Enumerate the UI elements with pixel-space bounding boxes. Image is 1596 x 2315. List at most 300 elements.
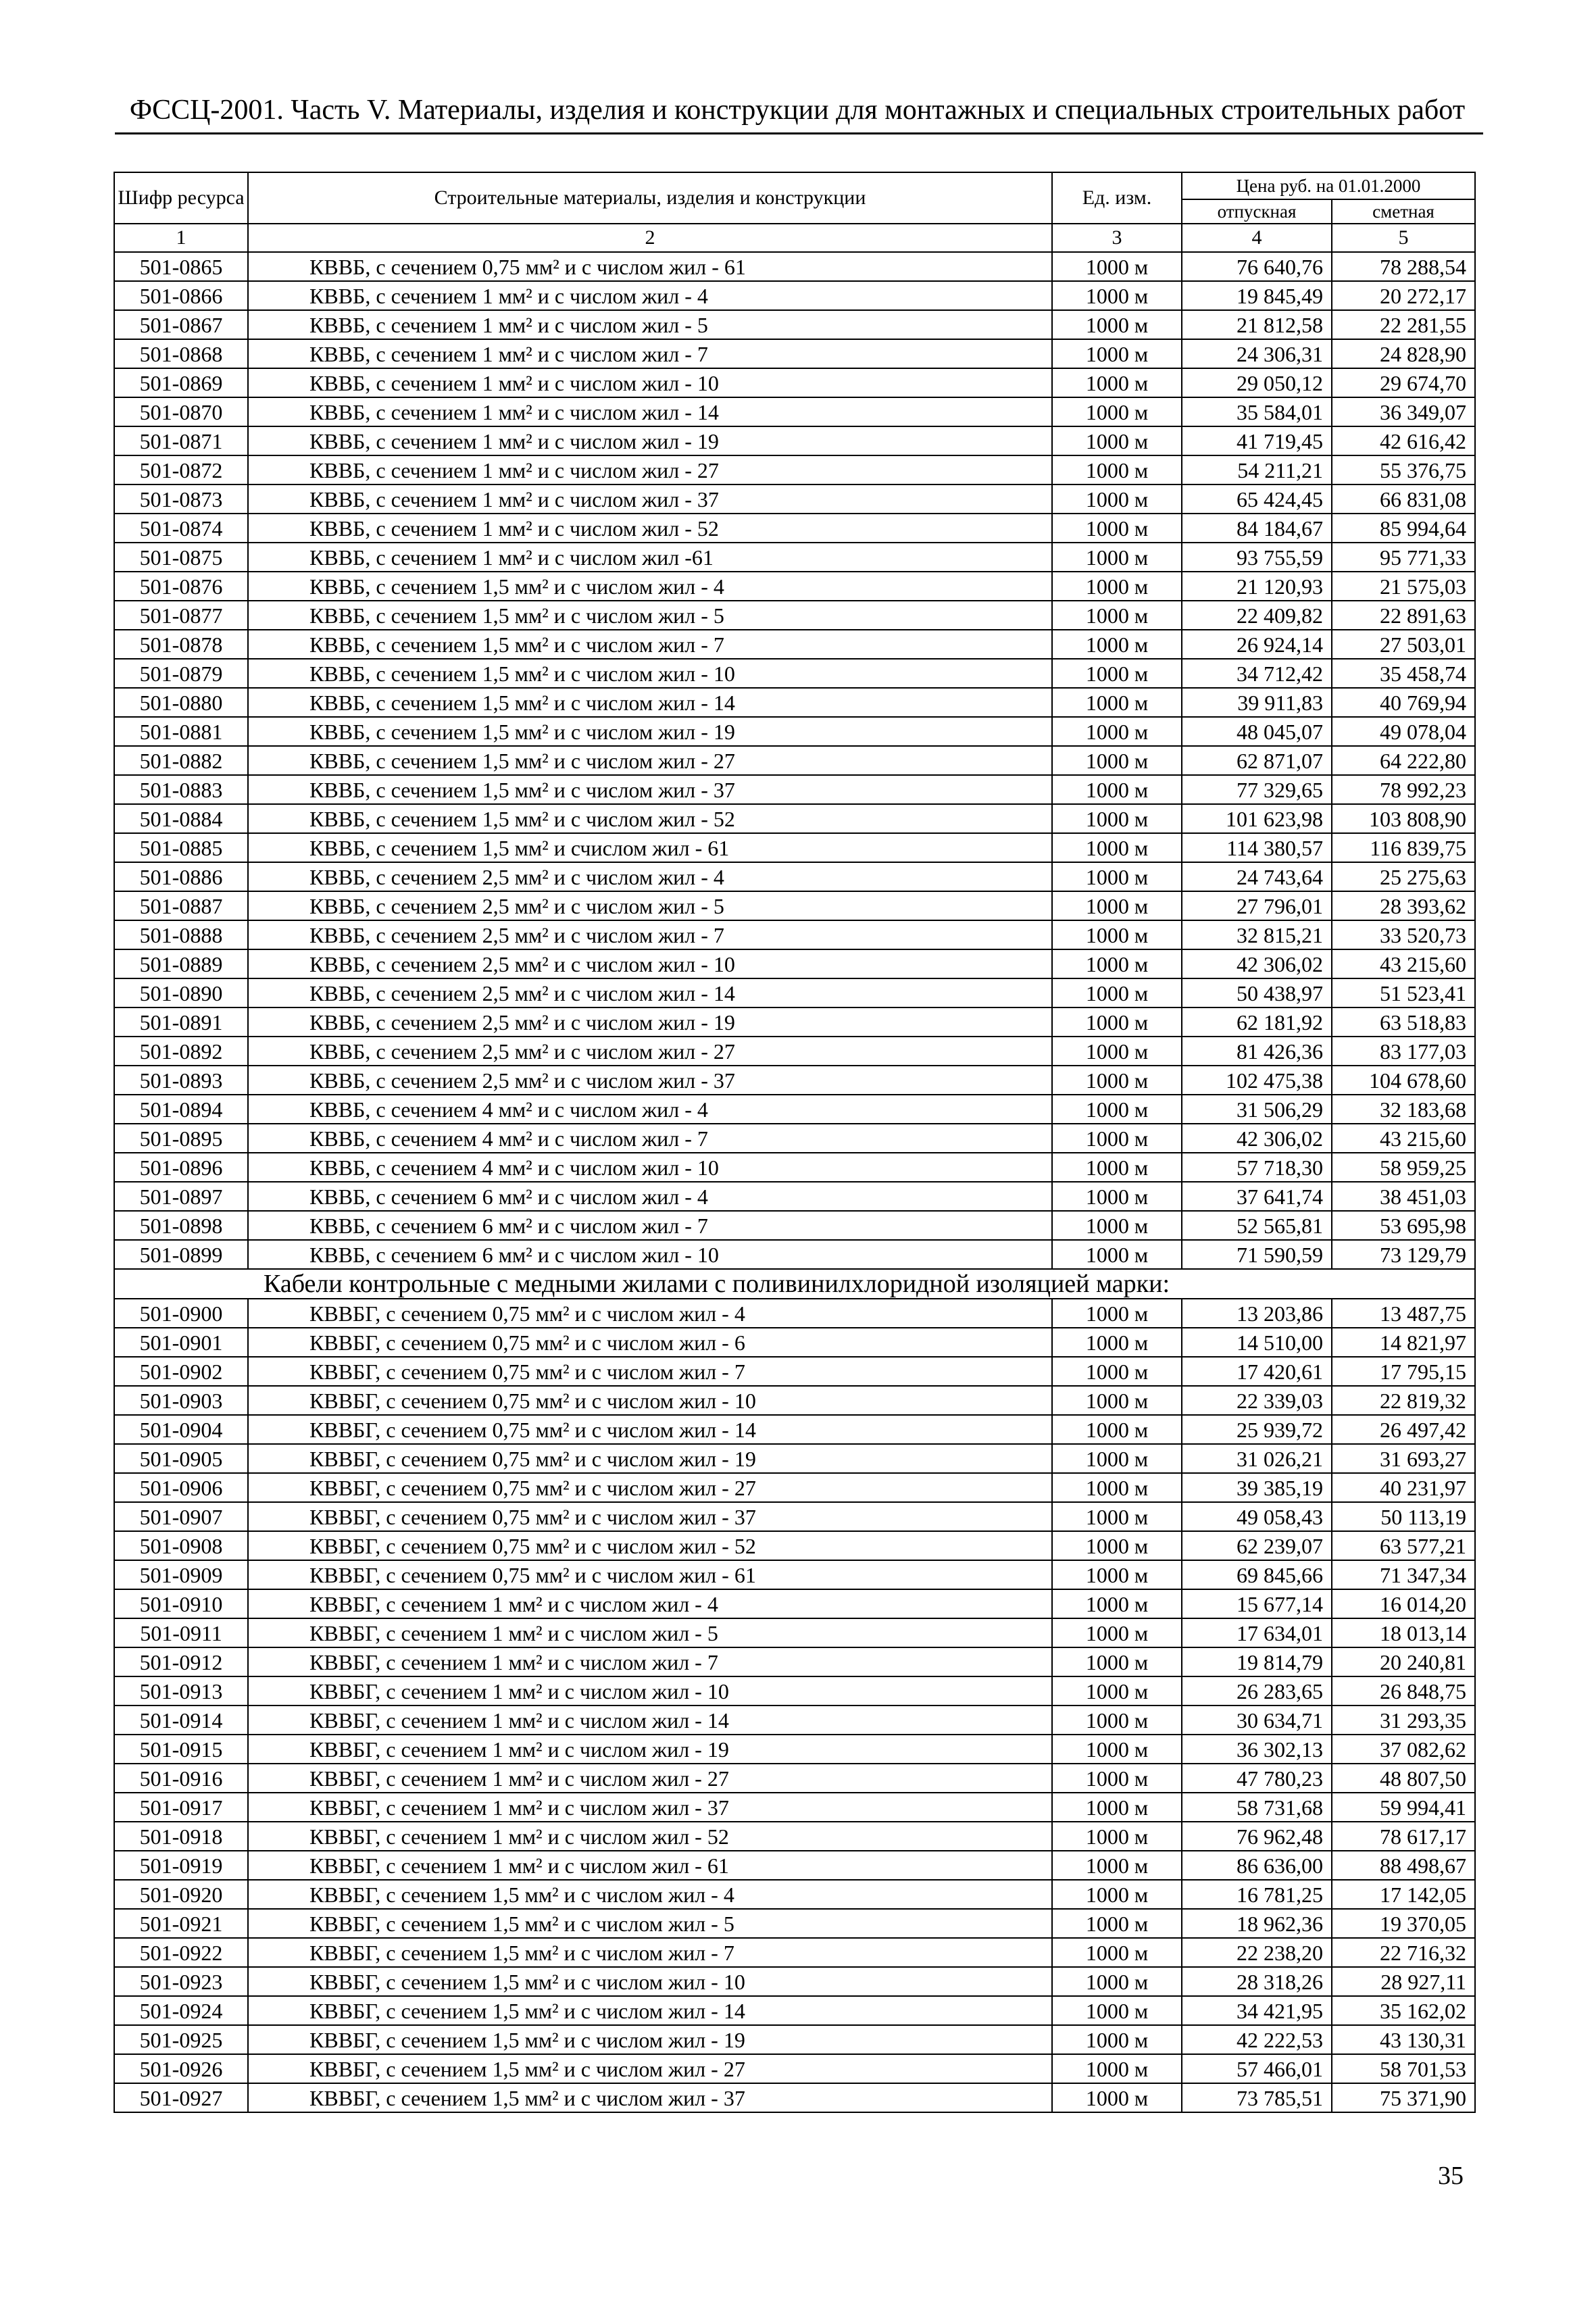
table-row [114,2054,1475,2083]
cell-name: КВВБГ, с сечением 0,75 мм² и с числом жил - 10 [248,1386,1052,1415]
cell-unit: 1000 м [1052,601,1182,630]
table-row [114,310,1475,339]
cell-unit: 1000 м [1052,1938,1182,1967]
table-row [114,1066,1475,1095]
cell-unit: 1000 м [1052,1880,1182,1909]
cell-estimate-price: 63 577,21 [1332,1531,1475,1560]
cell-unit: 1000 м [1052,804,1182,833]
cell-wholesale-price: 101 623,98 [1182,804,1332,833]
cell-wholesale-price: 69 845,66 [1182,1560,1332,1589]
cell-code: 501-0918 [114,1822,248,1851]
cell-wholesale-price: 34 712,42 [1182,659,1332,688]
table-row [114,1793,1475,1822]
column-number: 4 [1182,224,1332,252]
cell-code: 501-0923 [114,1967,248,1996]
cell-unit: 1000 м [1052,572,1182,601]
cell-unit: 1000 м [1052,1996,1182,2025]
cell-code: 501-0867 [114,310,248,339]
cell-estimate-price: 17 795,15 [1332,1357,1475,1386]
cell-code: 501-0917 [114,1793,248,1822]
cell-unit: 1000 м [1052,1735,1182,1764]
cell-code: 501-0902 [114,1357,248,1386]
cell-unit: 1000 м [1052,368,1182,397]
cell-name: КВВБ, с сечением 4 мм² и с числом жил - 4 [248,1095,1052,1124]
cell-name: КВВБГ, с сечением 1 мм² и с числом жил - 37 [248,1793,1052,1822]
cell-unit: 1000 м [1052,1444,1182,1473]
table-row [114,1996,1475,2025]
table-row [114,1851,1475,1880]
cell-unit: 1000 м [1052,514,1182,543]
table-row [114,1211,1475,1240]
cell-name: КВВБ, с сечением 1,5 мм² и с числом жил - 27 [248,746,1052,775]
cell-code: 501-0880 [114,688,248,717]
table-row [114,252,1475,281]
cell-code: 501-0897 [114,1182,248,1211]
cell-estimate-price: 48 807,50 [1332,1764,1475,1793]
table-row [114,1531,1475,1560]
cell-unit: 1000 м [1052,1822,1182,1851]
cell-unit: 1000 м [1052,1153,1182,1182]
cell-wholesale-price: 36 302,13 [1182,1735,1332,1764]
cell-unit: 1000 м [1052,1560,1182,1589]
table-row [114,978,1475,1007]
cell-estimate-price: 14 821,97 [1332,1328,1475,1357]
cell-unit: 1000 м [1052,1095,1182,1124]
table-row [114,543,1475,572]
cell-name: КВВБ, с сечением 2,5 мм² и с числом жил - 4 [248,862,1052,891]
table-row [114,2025,1475,2054]
cell-estimate-price: 78 288,54 [1332,252,1475,281]
cell-code: 501-0922 [114,1938,248,1967]
cell-unit: 1000 м [1052,397,1182,426]
table-row [114,1415,1475,1444]
cell-unit: 1000 м [1052,1328,1182,1357]
cell-name: КВВБ, с сечением 2,5 мм² и с числом жил - 19 [248,1007,1052,1037]
cell-unit: 1000 м [1052,543,1182,572]
cell-unit: 1000 м [1052,1211,1182,1240]
cell-wholesale-price: 21 812,58 [1182,310,1332,339]
cell-code: 501-0892 [114,1037,248,1066]
cell-unit: 1000 м [1052,339,1182,368]
table-row [114,920,1475,949]
cell-unit: 1000 м [1052,2025,1182,2054]
cell-code: 501-0915 [114,1735,248,1764]
cell-unit: 1000 м [1052,833,1182,862]
cell-wholesale-price: 42 222,53 [1182,2025,1332,2054]
table-row [114,1357,1475,1386]
cell-estimate-price: 55 376,75 [1332,455,1475,484]
cell-estimate-price: 75 371,90 [1332,2083,1475,2112]
cell-unit: 1000 м [1052,1386,1182,1415]
cell-estimate-price: 51 523,41 [1332,978,1475,1007]
cell-unit: 1000 м [1052,659,1182,688]
cell-wholesale-price: 31 026,21 [1182,1444,1332,1473]
cell-unit: 1000 м [1052,978,1182,1007]
cell-wholesale-price: 49 058,43 [1182,1502,1332,1531]
cell-name: КВВБГ, с сечением 1 мм² и с числом жил - 14 [248,1706,1052,1735]
cell-name: КВВБГ, с сечением 1,5 мм² и с числом жил - 4 [248,1880,1052,1909]
cell-estimate-price: 58 701,53 [1332,2054,1475,2083]
table-row [114,426,1475,455]
cell-name: КВВБГ, с сечением 1 мм² и с числом жил - 7 [248,1647,1052,1676]
cell-name: КВВБ, с сечением 4 мм² и с числом жил - 10 [248,1153,1052,1182]
cell-name: КВВБ, с сечением 1 мм² и с числом жил - 52 [248,514,1052,543]
cell-unit: 1000 м [1052,1851,1182,1880]
table-row [114,1473,1475,1502]
table-header-row [114,172,1475,199]
cell-code: 501-0914 [114,1706,248,1735]
cell-unit: 1000 м [1052,1299,1182,1328]
cell-name: КВВБГ, с сечением 1 мм² и с числом жил - 10 [248,1676,1052,1706]
cell-code: 501-0916 [114,1764,248,1793]
cell-code: 501-0879 [114,659,248,688]
table-row [114,1909,1475,1938]
cell-estimate-price: 95 771,33 [1332,543,1475,572]
table-row [114,659,1475,688]
cell-code: 501-0899 [114,1240,248,1269]
table-row [114,1822,1475,1851]
table-row [114,1444,1475,1473]
cell-estimate-price: 78 992,23 [1332,775,1475,804]
cell-code: 501-0906 [114,1473,248,1502]
cell-unit: 1000 м [1052,688,1182,717]
cell-code: 501-0911 [114,1618,248,1647]
table-row [114,1589,1475,1618]
cell-estimate-price: 103 808,90 [1332,804,1475,833]
cell-estimate-price: 24 828,90 [1332,339,1475,368]
cell-estimate-price: 58 959,25 [1332,1153,1475,1182]
cell-estimate-price: 66 831,08 [1332,484,1475,514]
cell-code: 501-0887 [114,891,248,920]
cell-estimate-price: 17 142,05 [1332,1880,1475,1909]
cell-code: 501-0925 [114,2025,248,2054]
cell-wholesale-price: 71 590,59 [1182,1240,1332,1269]
cell-wholesale-price: 26 283,65 [1182,1676,1332,1706]
table-row [114,368,1475,397]
cell-code: 501-0889 [114,949,248,978]
cell-unit: 1000 м [1052,1502,1182,1531]
cell-code: 501-0873 [114,484,248,514]
cell-estimate-price: 18 013,14 [1332,1618,1475,1647]
cell-unit: 1000 м [1052,1647,1182,1676]
cell-estimate-price: 22 281,55 [1332,310,1475,339]
cell-estimate-price: 43 215,60 [1332,949,1475,978]
cell-estimate-price: 40 231,97 [1332,1473,1475,1502]
cell-estimate-price: 29 674,70 [1332,368,1475,397]
cell-code: 501-0886 [114,862,248,891]
cell-unit: 1000 м [1052,630,1182,659]
cell-unit: 1000 м [1052,717,1182,746]
cell-unit: 1000 м [1052,1793,1182,1822]
cell-wholesale-price: 42 306,02 [1182,1124,1332,1153]
cell-wholesale-price: 62 871,07 [1182,746,1332,775]
cell-code: 501-0872 [114,455,248,484]
table-row [114,601,1475,630]
cell-code: 501-0907 [114,1502,248,1531]
cell-name: КВВБГ, с сечением 0,75 мм² и с числом жил - 19 [248,1444,1052,1473]
table-row [114,1007,1475,1037]
cell-unit: 1000 м [1052,949,1182,978]
cell-wholesale-price: 22 238,20 [1182,1938,1332,1967]
cell-name: КВВБ, с сечением 1 мм² и с числом жил - 5 [248,310,1052,339]
cell-name: КВВБГ, с сечением 1,5 мм² и с числом жил - 27 [248,2054,1052,2083]
cell-unit: 1000 м [1052,920,1182,949]
cell-wholesale-price: 22 339,03 [1182,1386,1332,1415]
table-row [114,397,1475,426]
cell-unit: 1000 м [1052,1706,1182,1735]
cell-estimate-price: 31 693,27 [1332,1444,1475,1473]
cell-name: КВВБ, с сечением 1,5 мм² и с числом жил - 7 [248,630,1052,659]
cell-name: КВВБГ, с сечением 0,75 мм² и с числом жил - 4 [248,1299,1052,1328]
cell-unit: 1000 м [1052,1066,1182,1095]
cell-estimate-price: 33 520,73 [1332,920,1475,949]
cell-estimate-price: 16 014,20 [1332,1589,1475,1618]
column-number-row [114,224,1475,252]
cell-wholesale-price: 62 181,92 [1182,1007,1332,1037]
cell-wholesale-price: 21 120,93 [1182,572,1332,601]
cell-wholesale-price: 30 634,71 [1182,1706,1332,1735]
cell-name: КВВБ, с сечением 6 мм² и с числом жил - 10 [248,1240,1052,1269]
table-row [114,1764,1475,1793]
cell-code: 501-0870 [114,397,248,426]
column-number: 2 [248,224,1052,252]
cell-wholesale-price: 25 939,72 [1182,1415,1332,1444]
cell-wholesale-price: 62 239,07 [1182,1531,1332,1560]
section-heading: Кабели контрольные с медными жилами с поливинилхлоридной изоляцией марки: [114,1269,1475,1299]
table-row [114,1240,1475,1269]
page-header-title: ФССЦ-2001. Часть V. Материалы, изделия и конструкции для монтажных и специальных строительных работ [129,95,1466,126]
cell-unit: 1000 м [1052,455,1182,484]
cell-name: КВВБ, с сечением 6 мм² и с числом жил - 4 [248,1182,1052,1211]
table-row [114,1938,1475,1967]
table-row [114,1153,1475,1182]
cell-wholesale-price: 24 743,64 [1182,862,1332,891]
cell-name: КВВБ, с сечением 4 мм² и с числом жил - 7 [248,1124,1052,1153]
cell-name: КВВБГ, с сечением 0,75 мм² и с числом жил - 52 [248,1531,1052,1560]
cell-code: 501-0871 [114,426,248,455]
table-row [114,1880,1475,1909]
page-number: 35 [1438,2162,1464,2190]
cell-wholesale-price: 84 184,67 [1182,514,1332,543]
cell-code: 501-0883 [114,775,248,804]
cell-name: КВВБ, с сечением 1,5 мм² и счислом жил - 61 [248,833,1052,862]
cell-estimate-price: 20 240,81 [1332,1647,1475,1676]
table-row [114,1735,1475,1764]
cell-unit: 1000 м [1052,1764,1182,1793]
table-row [114,339,1475,368]
cell-estimate-price: 20 272,17 [1332,281,1475,310]
cell-unit: 1000 м [1052,1007,1182,1037]
cell-unit: 1000 м [1052,1967,1182,1996]
cell-wholesale-price: 15 677,14 [1182,1589,1332,1618]
table-row [114,572,1475,601]
cell-name: КВВБ, с сечением 1 мм² и с числом жил -61 [248,543,1052,572]
cell-code: 501-0905 [114,1444,248,1473]
cell-name: КВВБГ, с сечением 1,5 мм² и с числом жил - 10 [248,1967,1052,1996]
cell-wholesale-price: 19 814,79 [1182,1647,1332,1676]
cell-wholesale-price: 58 731,68 [1182,1793,1332,1822]
cell-wholesale-price: 57 466,01 [1182,2054,1332,2083]
cell-unit: 1000 м [1052,862,1182,891]
cell-code: 501-0903 [114,1386,248,1415]
cell-estimate-price: 32 183,68 [1332,1095,1475,1124]
cell-name: КВВБГ, с сечением 1 мм² и с числом жил - 27 [248,1764,1052,1793]
cell-code: 501-0908 [114,1531,248,1560]
cell-wholesale-price: 54 211,21 [1182,455,1332,484]
column-number: 3 [1052,224,1182,252]
cell-wholesale-price: 76 962,48 [1182,1822,1332,1851]
cell-estimate-price: 19 370,05 [1332,1909,1475,1938]
cell-code: 501-0894 [114,1095,248,1124]
cell-name: КВВБ, с сечением 2,5 мм² и с числом жил - 14 [248,978,1052,1007]
cell-estimate-price: 28 927,11 [1332,1967,1475,1996]
cell-code: 501-0874 [114,514,248,543]
cell-wholesale-price: 77 329,65 [1182,775,1332,804]
cell-unit: 1000 м [1052,1531,1182,1560]
cell-wholesale-price: 17 634,01 [1182,1618,1332,1647]
cell-name: КВВБ, с сечением 1,5 мм² и с числом жил - 19 [248,717,1052,746]
cell-code: 501-0869 [114,368,248,397]
cell-wholesale-price: 86 636,00 [1182,1851,1332,1880]
table-row [114,862,1475,891]
cell-unit: 1000 м [1052,891,1182,920]
cell-wholesale-price: 13 203,86 [1182,1299,1332,1328]
cell-wholesale-price: 102 475,38 [1182,1066,1332,1095]
cell-estimate-price: 38 451,03 [1332,1182,1475,1211]
cell-name: КВВБ, с сечением 1,5 мм² и с числом жил - 52 [248,804,1052,833]
cell-unit: 1000 м [1052,1473,1182,1502]
table-row [114,1328,1475,1357]
header-estimate: сметная [1332,199,1475,224]
cell-estimate-price: 85 994,64 [1332,514,1475,543]
table-row [114,1037,1475,1066]
cell-estimate-price: 71 347,34 [1332,1560,1475,1589]
cell-unit: 1000 м [1052,2054,1182,2083]
header-wholesale: отпускная [1182,199,1332,224]
cell-name: КВВБГ, с сечением 1,5 мм² и с числом жил - 19 [248,2025,1052,2054]
table-row [114,717,1475,746]
cell-wholesale-price: 22 409,82 [1182,601,1332,630]
table-row [114,688,1475,717]
cell-unit: 1000 м [1052,775,1182,804]
cell-estimate-price: 59 994,41 [1332,1793,1475,1822]
cell-name: КВВБГ, с сечением 1 мм² и с числом жил - 52 [248,1822,1052,1851]
table-row [114,1124,1475,1153]
cell-code: 501-0882 [114,746,248,775]
cell-code: 501-0898 [114,1211,248,1240]
table-row [114,455,1475,484]
cell-estimate-price: 104 678,60 [1332,1066,1475,1095]
table-row [114,1967,1475,1996]
cell-estimate-price: 43 215,60 [1332,1124,1475,1153]
cell-estimate-price: 42 616,42 [1332,426,1475,455]
cell-code: 501-0919 [114,1851,248,1880]
cell-estimate-price: 78 617,17 [1332,1822,1475,1851]
cell-unit: 1000 м [1052,1618,1182,1647]
table-row [114,833,1475,862]
price-table [114,172,1476,2113]
cell-estimate-price: 26 848,75 [1332,1676,1475,1706]
cell-code: 501-0865 [114,252,248,281]
cell-code: 501-0877 [114,601,248,630]
cell-estimate-price: 64 222,80 [1332,746,1475,775]
table-row [114,630,1475,659]
cell-estimate-price: 22 819,32 [1332,1386,1475,1415]
cell-code: 501-0921 [114,1909,248,1938]
cell-wholesale-price: 18 962,36 [1182,1909,1332,1938]
cell-unit: 1000 м [1052,2083,1182,2112]
cell-estimate-price: 53 695,98 [1332,1211,1475,1240]
cell-wholesale-price: 73 785,51 [1182,2083,1332,2112]
cell-name: КВВБ, с сечением 1 мм² и с числом жил - 27 [248,455,1052,484]
cell-unit: 1000 м [1052,1037,1182,1066]
cell-code: 501-0924 [114,1996,248,2025]
table-row [114,746,1475,775]
cell-wholesale-price: 114 380,57 [1182,833,1332,862]
cell-name: КВВБГ, с сечением 0,75 мм² и с числом жил - 7 [248,1357,1052,1386]
cell-wholesale-price: 50 438,97 [1182,978,1332,1007]
cell-wholesale-price: 35 584,01 [1182,397,1332,426]
cell-name: КВВБГ, с сечением 0,75 мм² и с числом жил - 6 [248,1328,1052,1357]
cell-wholesale-price: 19 845,49 [1182,281,1332,310]
cell-name: КВВБГ, с сечением 1,5 мм² и с числом жил - 37 [248,2083,1052,2112]
cell-estimate-price: 37 082,62 [1332,1735,1475,1764]
cell-name: КВВБ, с сечением 1,5 мм² и с числом жил - 4 [248,572,1052,601]
cell-wholesale-price: 47 780,23 [1182,1764,1332,1793]
cell-wholesale-price: 39 911,83 [1182,688,1332,717]
cell-estimate-price: 27 503,01 [1332,630,1475,659]
cell-code: 501-0875 [114,543,248,572]
cell-wholesale-price: 65 424,45 [1182,484,1332,514]
cell-name: КВВБГ, с сечением 1 мм² и с числом жил - 19 [248,1735,1052,1764]
cell-code: 501-0885 [114,833,248,862]
cell-name: КВВБГ, с сечением 0,75 мм² и с числом жил - 14 [248,1415,1052,1444]
cell-unit: 1000 м [1052,252,1182,281]
cell-code: 501-0884 [114,804,248,833]
cell-code: 501-0910 [114,1589,248,1618]
cell-name: КВВБГ, с сечением 1 мм² и с числом жил - 4 [248,1589,1052,1618]
cell-estimate-price: 35 162,02 [1332,1996,1475,2025]
cell-code: 501-0890 [114,978,248,1007]
cell-wholesale-price: 31 506,29 [1182,1095,1332,1124]
cell-code: 501-0891 [114,1007,248,1037]
cell-estimate-price: 88 498,67 [1332,1851,1475,1880]
cell-wholesale-price: 52 565,81 [1182,1211,1332,1240]
cell-wholesale-price: 32 815,21 [1182,920,1332,949]
cell-estimate-price: 13 487,75 [1332,1299,1475,1328]
cell-name: КВВБ, с сечением 1,5 мм² и с числом жил - 10 [248,659,1052,688]
cell-name: КВВБГ, с сечением 1,5 мм² и с числом жил - 14 [248,1996,1052,2025]
column-number: 1 [114,224,248,252]
header-unit: Ед. изм. [1052,172,1182,224]
cell-name: КВВБГ, с сечением 0,75 мм² и с числом жил - 37 [248,1502,1052,1531]
table-row [114,1647,1475,1676]
cell-unit: 1000 м [1052,1182,1182,1211]
cell-name: КВВБГ, с сечением 0,75 мм² и с числом жил - 27 [248,1473,1052,1502]
cell-code: 501-0912 [114,1647,248,1676]
table-row [114,2083,1475,2112]
table-row [114,1560,1475,1589]
cell-name: КВВБ, с сечением 1 мм² и с числом жил - 4 [248,281,1052,310]
cell-code: 501-0866 [114,281,248,310]
cell-wholesale-price: 17 420,61 [1182,1357,1332,1386]
cell-name: КВВБГ, с сечением 1,5 мм² и с числом жил - 5 [248,1909,1052,1938]
section-heading-row [114,1269,1475,1299]
table-row [114,1502,1475,1531]
cell-unit: 1000 м [1052,1357,1182,1386]
cell-estimate-price: 22 716,32 [1332,1938,1475,1967]
table-row [114,891,1475,920]
